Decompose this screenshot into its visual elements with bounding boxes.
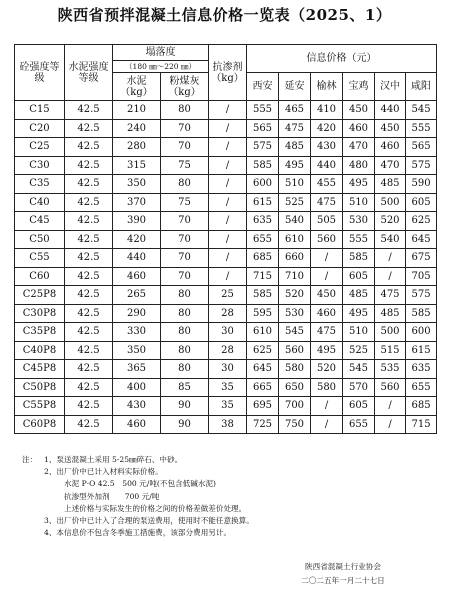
table-cell: 460 [375, 138, 406, 157]
table-cell: / [209, 156, 247, 175]
table-cell: 520 [311, 360, 343, 379]
table-cell: 455 [311, 175, 343, 194]
table-cell: 545 [406, 101, 437, 120]
note-2-difference: 上述价格与实际发生的价格之间的价格差做差价处理。 [64, 503, 247, 513]
table-cell: 495 [279, 156, 311, 175]
table-cell: 555 [343, 230, 375, 249]
table-cell: / [209, 193, 247, 212]
table-cell: 420 [311, 119, 343, 138]
table-cell: 42.5 [65, 119, 113, 138]
table-cell: 505 [311, 212, 343, 231]
table-cell: C45P8 [15, 360, 65, 379]
table-cell: / [311, 267, 343, 286]
table-cell: 430 [113, 397, 161, 416]
table-cell: 70 [161, 138, 209, 157]
table-row [15, 175, 437, 194]
table-cell: 525 [279, 193, 311, 212]
table-cell: C25P8 [15, 286, 65, 305]
table-cell: 615 [247, 193, 279, 212]
table-row [15, 212, 437, 231]
table-cell: 42.5 [65, 138, 113, 157]
table-cell: 35 [209, 378, 247, 397]
table-cell: / [375, 415, 406, 434]
table-cell: 370 [113, 193, 161, 212]
table-cell: / [209, 119, 247, 138]
table-cell: 530 [343, 212, 375, 231]
table-row [15, 193, 437, 212]
table-cell: 90 [161, 397, 209, 416]
table-cell: 38 [209, 415, 247, 434]
table-cell: 600 [406, 323, 437, 342]
table-row [15, 341, 437, 360]
table-cell: 515 [375, 341, 406, 360]
table-cell: 240 [113, 119, 161, 138]
table-cell: 575 [406, 156, 437, 175]
table-cell: C35 [15, 175, 65, 194]
table-cell: 450 [375, 119, 406, 138]
table-cell: 605 [343, 267, 375, 286]
table-row [15, 230, 437, 249]
table-cell: C30 [15, 156, 65, 175]
table-cell: 210 [113, 101, 161, 120]
table-cell: 430 [311, 138, 343, 157]
table-row [15, 156, 437, 175]
note-2: 2、出厂价中已计入材料实际价格。 [44, 467, 163, 477]
table-cell: C35P8 [15, 323, 65, 342]
table-cell: 475 [311, 323, 343, 342]
document-title: 陕西省预拌混凝土信息价格一览表（2025、1） [57, 6, 392, 24]
table-cell: 695 [247, 397, 279, 416]
table-cell: 525 [343, 341, 375, 360]
table-cell: 70 [161, 249, 209, 268]
table-cell: 710 [279, 267, 311, 286]
header-city: 汉中 [375, 73, 406, 101]
table-cell: 42.5 [65, 175, 113, 194]
table-row [15, 119, 437, 138]
table-cell: C25 [15, 138, 65, 157]
table-cell: 35 [209, 397, 247, 416]
table-cell: 605 [406, 193, 437, 212]
table-cell: 365 [113, 360, 161, 379]
table-cell: 42.5 [65, 230, 113, 249]
table-cell: 80 [161, 286, 209, 305]
table-cell: 42.5 [65, 415, 113, 434]
table-cell: 440 [375, 101, 406, 120]
table-cell: 42.5 [65, 323, 113, 342]
table-cell: 75 [161, 193, 209, 212]
table-cell: C40P8 [15, 341, 65, 360]
table-cell: 460 [113, 267, 161, 286]
signature-org: 陕西省混凝土行业协会 [305, 562, 381, 571]
table-cell: 475 [279, 119, 311, 138]
table-cell: C60P8 [15, 415, 65, 434]
table-row [15, 267, 437, 286]
table-cell: 80 [161, 360, 209, 379]
table-cell: 510 [343, 193, 375, 212]
table-row [15, 323, 437, 342]
table-cell: 540 [375, 230, 406, 249]
table-cell: 80 [161, 175, 209, 194]
table-cell: 42.5 [65, 156, 113, 175]
table-cell: 545 [343, 360, 375, 379]
signature [268, 560, 418, 588]
table-cell: 655 [406, 378, 437, 397]
table-cell: 330 [113, 323, 161, 342]
table-cell: 575 [406, 286, 437, 305]
table-cell: 555 [406, 119, 437, 138]
table-cell: 595 [247, 304, 279, 323]
table-cell: 700 [279, 397, 311, 416]
table-cell: 580 [311, 378, 343, 397]
table-cell: 715 [406, 415, 437, 434]
table-cell: 400 [113, 378, 161, 397]
table-cell: 495 [343, 304, 375, 323]
header-city: 咸阳 [406, 73, 437, 101]
note-4: 4、本信息价不包含冬季施工措施费，该部分费用另计。 [44, 528, 232, 538]
header-price: 信息价格（元） [247, 45, 437, 73]
table-cell: 560 [279, 341, 311, 360]
table-cell: 545 [279, 323, 311, 342]
table-cell: C15 [15, 101, 65, 120]
table-cell: 480 [343, 156, 375, 175]
note-2-admixture-price: 抗渗型外加剂 700 元/吨 [64, 491, 160, 501]
table-cell: 650 [279, 378, 311, 397]
table-cell: 460 [113, 415, 161, 434]
table-cell: 500 [375, 193, 406, 212]
table-cell: 42.5 [65, 101, 113, 120]
table-cell: 42.5 [65, 249, 113, 268]
table-row [15, 286, 437, 305]
header-city: 延安 [279, 73, 311, 101]
table-cell: 485 [375, 304, 406, 323]
table-cell: 495 [343, 175, 375, 194]
header-cement-grade: 水泥强度等级 [65, 45, 113, 101]
table-cell: 635 [406, 360, 437, 379]
table-cell: 350 [113, 341, 161, 360]
table-cell: 560 [375, 378, 406, 397]
table-cell: 565 [406, 138, 437, 157]
table-cell: 440 [113, 249, 161, 268]
table-cell: 465 [279, 101, 311, 120]
table-cell: 540 [279, 212, 311, 231]
table-cell: 585 [343, 249, 375, 268]
table-cell: C30P8 [15, 304, 65, 323]
table-cell: C50 [15, 230, 65, 249]
table-cell: C60 [15, 267, 65, 286]
table-cell: 30 [209, 323, 247, 342]
header-city: 榆林 [311, 73, 343, 101]
table-cell: 585 [406, 304, 437, 323]
table-cell: 530 [279, 304, 311, 323]
signature-date: 二〇二五年一月二十七日 [301, 576, 385, 585]
table-cell: 70 [161, 230, 209, 249]
table-cell: 610 [279, 230, 311, 249]
table-cell: 28 [209, 304, 247, 323]
table-cell: 575 [247, 138, 279, 157]
table-row [15, 360, 437, 379]
price-table [14, 44, 437, 434]
table-row [15, 138, 437, 157]
table-cell: 660 [279, 249, 311, 268]
table-row [15, 378, 437, 397]
table-cell: 42.5 [65, 397, 113, 416]
table-cell: C40 [15, 193, 65, 212]
table-cell: 625 [406, 212, 437, 231]
header-city: 宝鸡 [343, 73, 375, 101]
table-cell: 290 [113, 304, 161, 323]
table-cell: 460 [343, 119, 375, 138]
table-cell: C55P8 [15, 397, 65, 416]
table-cell: / [375, 249, 406, 268]
table-cell: C20 [15, 119, 65, 138]
table-cell: 42.5 [65, 304, 113, 323]
table-cell: / [311, 397, 343, 416]
table-cell: 475 [311, 193, 343, 212]
table-cell: 75 [161, 156, 209, 175]
table-cell: 685 [406, 397, 437, 416]
table-cell: 685 [247, 249, 279, 268]
price-table-body [15, 101, 437, 434]
table-cell: 565 [247, 119, 279, 138]
table-cell: 535 [375, 360, 406, 379]
table-cell: 80 [161, 341, 209, 360]
table-cell: 440 [311, 156, 343, 175]
table-cell: 28 [209, 341, 247, 360]
table-cell: 500 [375, 323, 406, 342]
table-cell: 605 [343, 397, 375, 416]
table-cell: 80 [161, 101, 209, 120]
table-cell: 585 [247, 286, 279, 305]
table-cell: 715 [247, 267, 279, 286]
table-cell: 42.5 [65, 360, 113, 379]
table-cell: 570 [343, 378, 375, 397]
table-cell: 25 [209, 286, 247, 305]
table-cell: 585 [247, 156, 279, 175]
table-cell: 510 [279, 175, 311, 194]
header-flyash: 粉煤灰（kg） [161, 73, 209, 101]
table-cell: 655 [343, 415, 375, 434]
table-row [15, 415, 437, 434]
table-cell: 590 [406, 175, 437, 194]
table-cell: / [209, 230, 247, 249]
table-cell: 485 [343, 286, 375, 305]
table-cell: 600 [247, 175, 279, 194]
table-cell: 675 [406, 249, 437, 268]
table-cell: 85 [161, 378, 209, 397]
table-row [15, 397, 437, 416]
table-cell: 410 [311, 101, 343, 120]
table-cell: 280 [113, 138, 161, 157]
table-cell: / [375, 267, 406, 286]
table-cell: 460 [311, 304, 343, 323]
notes-lead: 注： [22, 455, 38, 464]
table-cell: 475 [375, 286, 406, 305]
table-cell: 470 [343, 138, 375, 157]
table-cell: 450 [343, 101, 375, 120]
table-cell: 665 [247, 378, 279, 397]
table-cell: 555 [247, 101, 279, 120]
table-cell: / [311, 415, 343, 434]
note-3: 3、出厂价中已计入了合理的泵送费用，使用时不能任意换算。 [44, 516, 254, 526]
header-slump-range: （180 ㎜～220 ㎜） [113, 61, 209, 73]
table-cell: 485 [279, 138, 311, 157]
table-cell: 655 [247, 230, 279, 249]
table-cell: C55 [15, 249, 65, 268]
table-cell: / [209, 212, 247, 231]
table-cell: / [311, 249, 343, 268]
table-row [15, 304, 437, 323]
table-cell: 42.5 [65, 378, 113, 397]
notes [22, 454, 444, 539]
table-cell: 80 [161, 323, 209, 342]
table-cell: 485 [375, 175, 406, 194]
table-cell: 520 [375, 212, 406, 231]
table-cell: 510 [343, 323, 375, 342]
table-cell: / [209, 138, 247, 157]
note-2-cement-price: 水泥 P·O 42.5 500 元/吨(不包含低碱水泥) [64, 479, 216, 489]
header-city: 西安 [247, 73, 279, 101]
table-cell: 635 [247, 212, 279, 231]
table-cell: 560 [311, 230, 343, 249]
table-cell: 390 [113, 212, 161, 231]
table-cell: 42.5 [65, 267, 113, 286]
header-cement: 水泥（kg） [113, 73, 161, 101]
table-cell: 315 [113, 156, 161, 175]
table-cell: 645 [247, 360, 279, 379]
table-cell: / [209, 101, 247, 120]
table-cell: 725 [247, 415, 279, 434]
table-cell: 610 [247, 323, 279, 342]
table-cell: 30 [209, 360, 247, 379]
header-slump: 塌落度 [113, 45, 209, 61]
table-cell: 750 [279, 415, 311, 434]
table-cell: 420 [113, 230, 161, 249]
table-cell: / [209, 267, 247, 286]
table-cell: 450 [311, 286, 343, 305]
table-cell: 42.5 [65, 212, 113, 231]
table-cell: 495 [311, 341, 343, 360]
table-cell: 520 [279, 286, 311, 305]
table-cell: 615 [406, 341, 437, 360]
table-cell: 350 [113, 175, 161, 194]
table-cell: / [375, 397, 406, 416]
table-row [15, 249, 437, 268]
table-cell: 70 [161, 212, 209, 231]
table-cell: C50P8 [15, 378, 65, 397]
table-cell: 42.5 [65, 341, 113, 360]
table-cell: 80 [161, 304, 209, 323]
table-cell: 70 [161, 267, 209, 286]
table-cell: 645 [406, 230, 437, 249]
header-admixture: 抗渗剂（kg） [209, 45, 247, 101]
table-cell: 580 [279, 360, 311, 379]
table-cell: 42.5 [65, 193, 113, 212]
header-grade: 砼强度等 级 [15, 45, 65, 101]
table-cell: 42.5 [65, 286, 113, 305]
table-cell: / [209, 175, 247, 194]
table-cell: 625 [247, 341, 279, 360]
table-cell: 265 [113, 286, 161, 305]
table-cell: / [209, 249, 247, 268]
table-cell: 705 [406, 267, 437, 286]
table-cell: 90 [161, 415, 209, 434]
table-cell: 70 [161, 119, 209, 138]
table-cell: C45 [15, 212, 65, 231]
table-cell: 470 [375, 156, 406, 175]
note-1: 1、泵送混凝土采用 5-25㎜碎石、中砂。 [44, 455, 183, 464]
table-row [15, 101, 437, 120]
